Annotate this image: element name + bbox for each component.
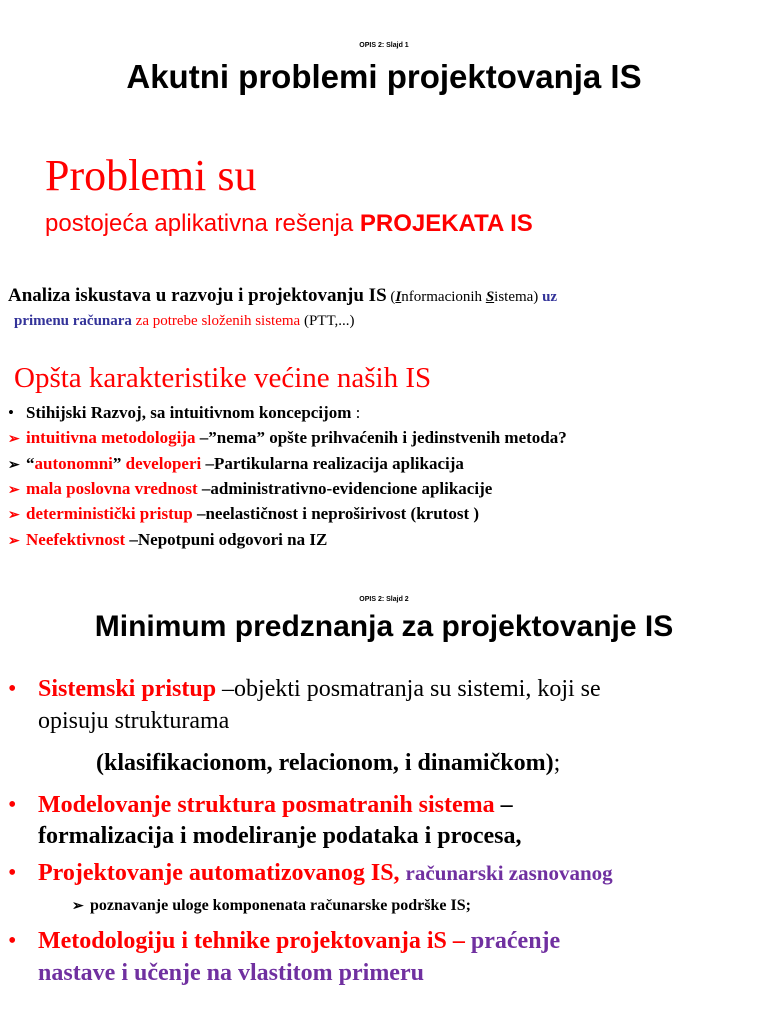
bullet-dot-icon: • [8, 792, 17, 818]
slide-2-bullet-3: • Projektovanje automatizovanog IS, računarski zasnovanog [8, 860, 613, 886]
list-item: ➢ mala poslovna vrednost –administrativno-evidencione aplikacije [8, 479, 493, 498]
slide-2-bullet-3-sub: ➢ poznavanje uloge komponenata računarske podrške IS; [72, 897, 471, 914]
slide-2-title: Minimum predznanja za projektovanje IS [94, 610, 674, 643]
analysis-uz: uz [542, 289, 558, 305]
subheadline-part-a: postojeća aplikativna rešenja [45, 210, 360, 237]
analysis-primenu: primenu računara [14, 313, 132, 329]
slide-2-bullet-1: • Sistemski pristup –objekti posmatranja su sistemi, koji se [8, 676, 601, 702]
analysis-line-1 [8, 285, 557, 307]
analysis-nformacionih: nformacionih [401, 289, 486, 305]
characteristics-title: Opšta karakteristike većine naših IS [14, 362, 432, 394]
list-item: ➢ Neefektivnost –Nepotpuni odgovori na IZ [8, 530, 328, 549]
arrow-bullet-icon: ➢ [8, 534, 20, 549]
analysis-text: Analiza iskustava u razvoju i projektovanju IS [8, 285, 387, 306]
subheadline-part-b: PROJEKATA IS [359, 210, 533, 237]
slide-2-bullet-2-cont: formalizacija i modeliranje podataka i procesa, [38, 823, 522, 849]
analysis-line-2 [14, 313, 355, 330]
bullet-dot-icon: • [8, 928, 17, 954]
slide-1-title: Akutni problemi projektovanja IS [126, 58, 642, 95]
bullet-dot-icon: • [8, 860, 17, 886]
slide-2-bullet-2: • Modelovanje struktura posmatranih sistema – [8, 792, 513, 818]
analysis-istema: istema) [494, 289, 543, 305]
headline: Problemi su [45, 151, 257, 200]
list-item: ➢ “autonomni” developeri –Partikularna realizacija aplikacija [8, 454, 464, 473]
slide-1-label: OPIS 2: Slajd 1 [359, 42, 409, 49]
analysis-paren: ( [386, 289, 396, 305]
subheadline [45, 210, 533, 238]
list-item: ➢ intuitivna metodologija –”nema” opšte prihvaćenih i jedinstvenih metoda? [8, 428, 567, 447]
arrow-bullet-icon: ➢ [8, 483, 20, 498]
slide-2-bullet-1-detail: (klasifikacionom, relacionom, i dinamičkom); [96, 750, 561, 776]
list-item: • Stihijski Razvoj, sa intuitivnom koncepcijom : [8, 403, 361, 422]
arrow-bullet-icon: ➢ [8, 508, 20, 523]
arrow-bullet-icon: ➢ [8, 458, 20, 473]
bullet-dot-icon: • [8, 676, 17, 702]
analysis-za: za potrebe složenih sistema [131, 313, 301, 329]
slide-2-label: OPIS 2: Slajd 2 [359, 596, 409, 603]
slide-2-bullet-4: • Metodologiju i tehnike projektovanja iS – praćenje [8, 928, 561, 954]
analysis-ptt: (PTT,...) [300, 313, 355, 329]
analysis-I: I [395, 289, 402, 305]
arrow-bullet-icon: ➢ [8, 432, 20, 447]
arrow-bullet-icon: ➢ [72, 899, 84, 914]
slide-2-bullet-1-cont: opisuju strukturama [38, 708, 230, 734]
bullet-dot-icon: • [8, 403, 14, 422]
analysis-S: S [485, 289, 495, 305]
slide-2-bullet-4-cont: nastave i učenje na vlastitom primeru [38, 960, 424, 986]
list-item: ➢ deterministički pristup –neelastičnost i neproširivost (krutost ) [8, 504, 480, 523]
